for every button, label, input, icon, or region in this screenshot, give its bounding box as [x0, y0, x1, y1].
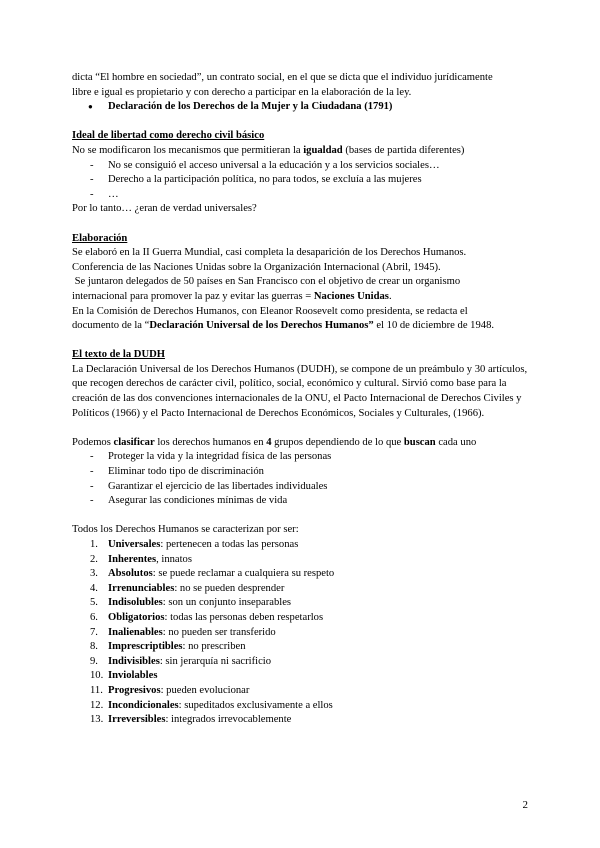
list-item: 10. Inviolables	[90, 670, 158, 682]
groups-list	[72, 450, 528, 508]
list-item: - No se consiguió el acceso universal a la educación y a los servicios sociales…	[72, 159, 528, 174]
section-heading-ideal: Ideal de libertad como derecho civil básico	[72, 130, 265, 142]
elaboracion-line: documento de la “Declaración Universal de los Derechos Humanos” el 10 de diciembre de 1948.	[72, 320, 495, 332]
elaboracion-line: Se juntaron delegados de 50 países en San Francisco con el objetivo de crear un organismo	[72, 276, 461, 288]
elaboracion-line: En la Comisión de Derechos Humanos, con Eleanor Roosevelt como presidenta, se redacta el	[72, 305, 468, 317]
intro-line: libre e igual es propietario y con derecho a participar en la elaboración de la ley.	[72, 86, 412, 98]
characteristics-list	[72, 538, 528, 728]
list-item: - Proteger la vida y la integridad física de las personas	[72, 450, 528, 465]
texto-paragraph: La Declaración Universal de los Derechos Humanos (DUDH), se compone de un preámbulo y 30 artículos, que recogen derechos de carácter civil, político, social, económico y cultural. Sirvió como base para la creación de las dos convenciones internacionales de la ONU, el Pacto Internacional de Derechos Civiles y Políticos (1966) y el Pacto Internacional de Derechos Económicos, Sociales y Culturales, (1966).	[72, 363, 528, 419]
list-item: - Eliminar todo tipo de discriminación	[72, 465, 528, 480]
intro-bullet-list	[72, 100, 528, 115]
list-item: 3. Absolutos: se puede reclamar a cualquiera su respeto	[90, 568, 335, 580]
characteristics-intro: Todos los Derechos Humanos se caracterizan por ser:	[72, 524, 299, 536]
document-page	[72, 71, 528, 728]
list-item: 7. Inalienables: no pueden ser transferido	[90, 626, 276, 638]
list-item: 2. Inherentes, innatos	[90, 553, 192, 565]
elaboracion-line: Conferencia de las Naciones Unidas sobre la Organización Internacional (Abril, 1945).	[72, 261, 441, 273]
list-item: 12. Incondicionales: supeditados exclusivamente a ellos	[90, 699, 333, 711]
elaboracion-line: Se elaboró en la II Guerra Mundial, casi completa la desaparición de los Derechos Humanos.	[72, 247, 467, 259]
intro-line: dicta “El hombre en sociedad”, un contrato social, en el que se dicta que el individuo jurídicamente	[72, 72, 493, 83]
section-heading-texto: El texto de la DUDH	[72, 349, 165, 361]
ideal-list	[72, 159, 528, 203]
ideal-lead: No se modificaron los mecanismos que permitieran la igualdad (bases de partida diferentes)	[72, 144, 465, 156]
ideal-closing: Por lo tanto… ¿eran de verdad universales?	[72, 203, 257, 215]
list-item: 9. Indivisibles: sin jerarquía ni sacrificio	[90, 655, 272, 667]
list-item: - …	[72, 188, 528, 203]
list-item: 8. Imprescriptibles: no prescriben	[90, 641, 246, 653]
elaboracion-line: internacional para promover la paz y evitar las guerras = Naciones Unidas.	[72, 290, 392, 302]
list-item: 4. Irrenunciables: no se pueden desprender	[90, 582, 285, 594]
classify-line: Podemos clasificar los derechos humanos en 4 grupos dependiendo de lo que buscan cada uno	[72, 436, 477, 448]
list-item: 1. Universales: pertenecen a todas las personas	[90, 539, 299, 550]
list-item: - Asegurar las condiciones mínimas de vida	[72, 494, 528, 509]
page-number: 2	[522, 799, 528, 811]
section-heading-elaboracion: Elaboración	[72, 232, 128, 244]
list-item: 13. Irreversibles: integrados irrevocablemente	[90, 714, 292, 726]
list-item: 6. Obligatorios: todas las personas deben respetarlos	[90, 611, 324, 623]
list-item: 11. Progresivos: pueden evolucionar	[90, 684, 250, 696]
bullet-item: ● Declaración de los Derechos de la Mujer y la Ciudadana (1791)	[72, 100, 528, 115]
list-item: - Derecho a la participación política, no para todos, se excluía a las mujeres	[72, 173, 528, 188]
list-item: 5. Indisolubles: son un conjunto inseparables	[90, 597, 292, 609]
list-item: - Garantizar el ejercicio de las libertades individuales	[72, 480, 528, 495]
